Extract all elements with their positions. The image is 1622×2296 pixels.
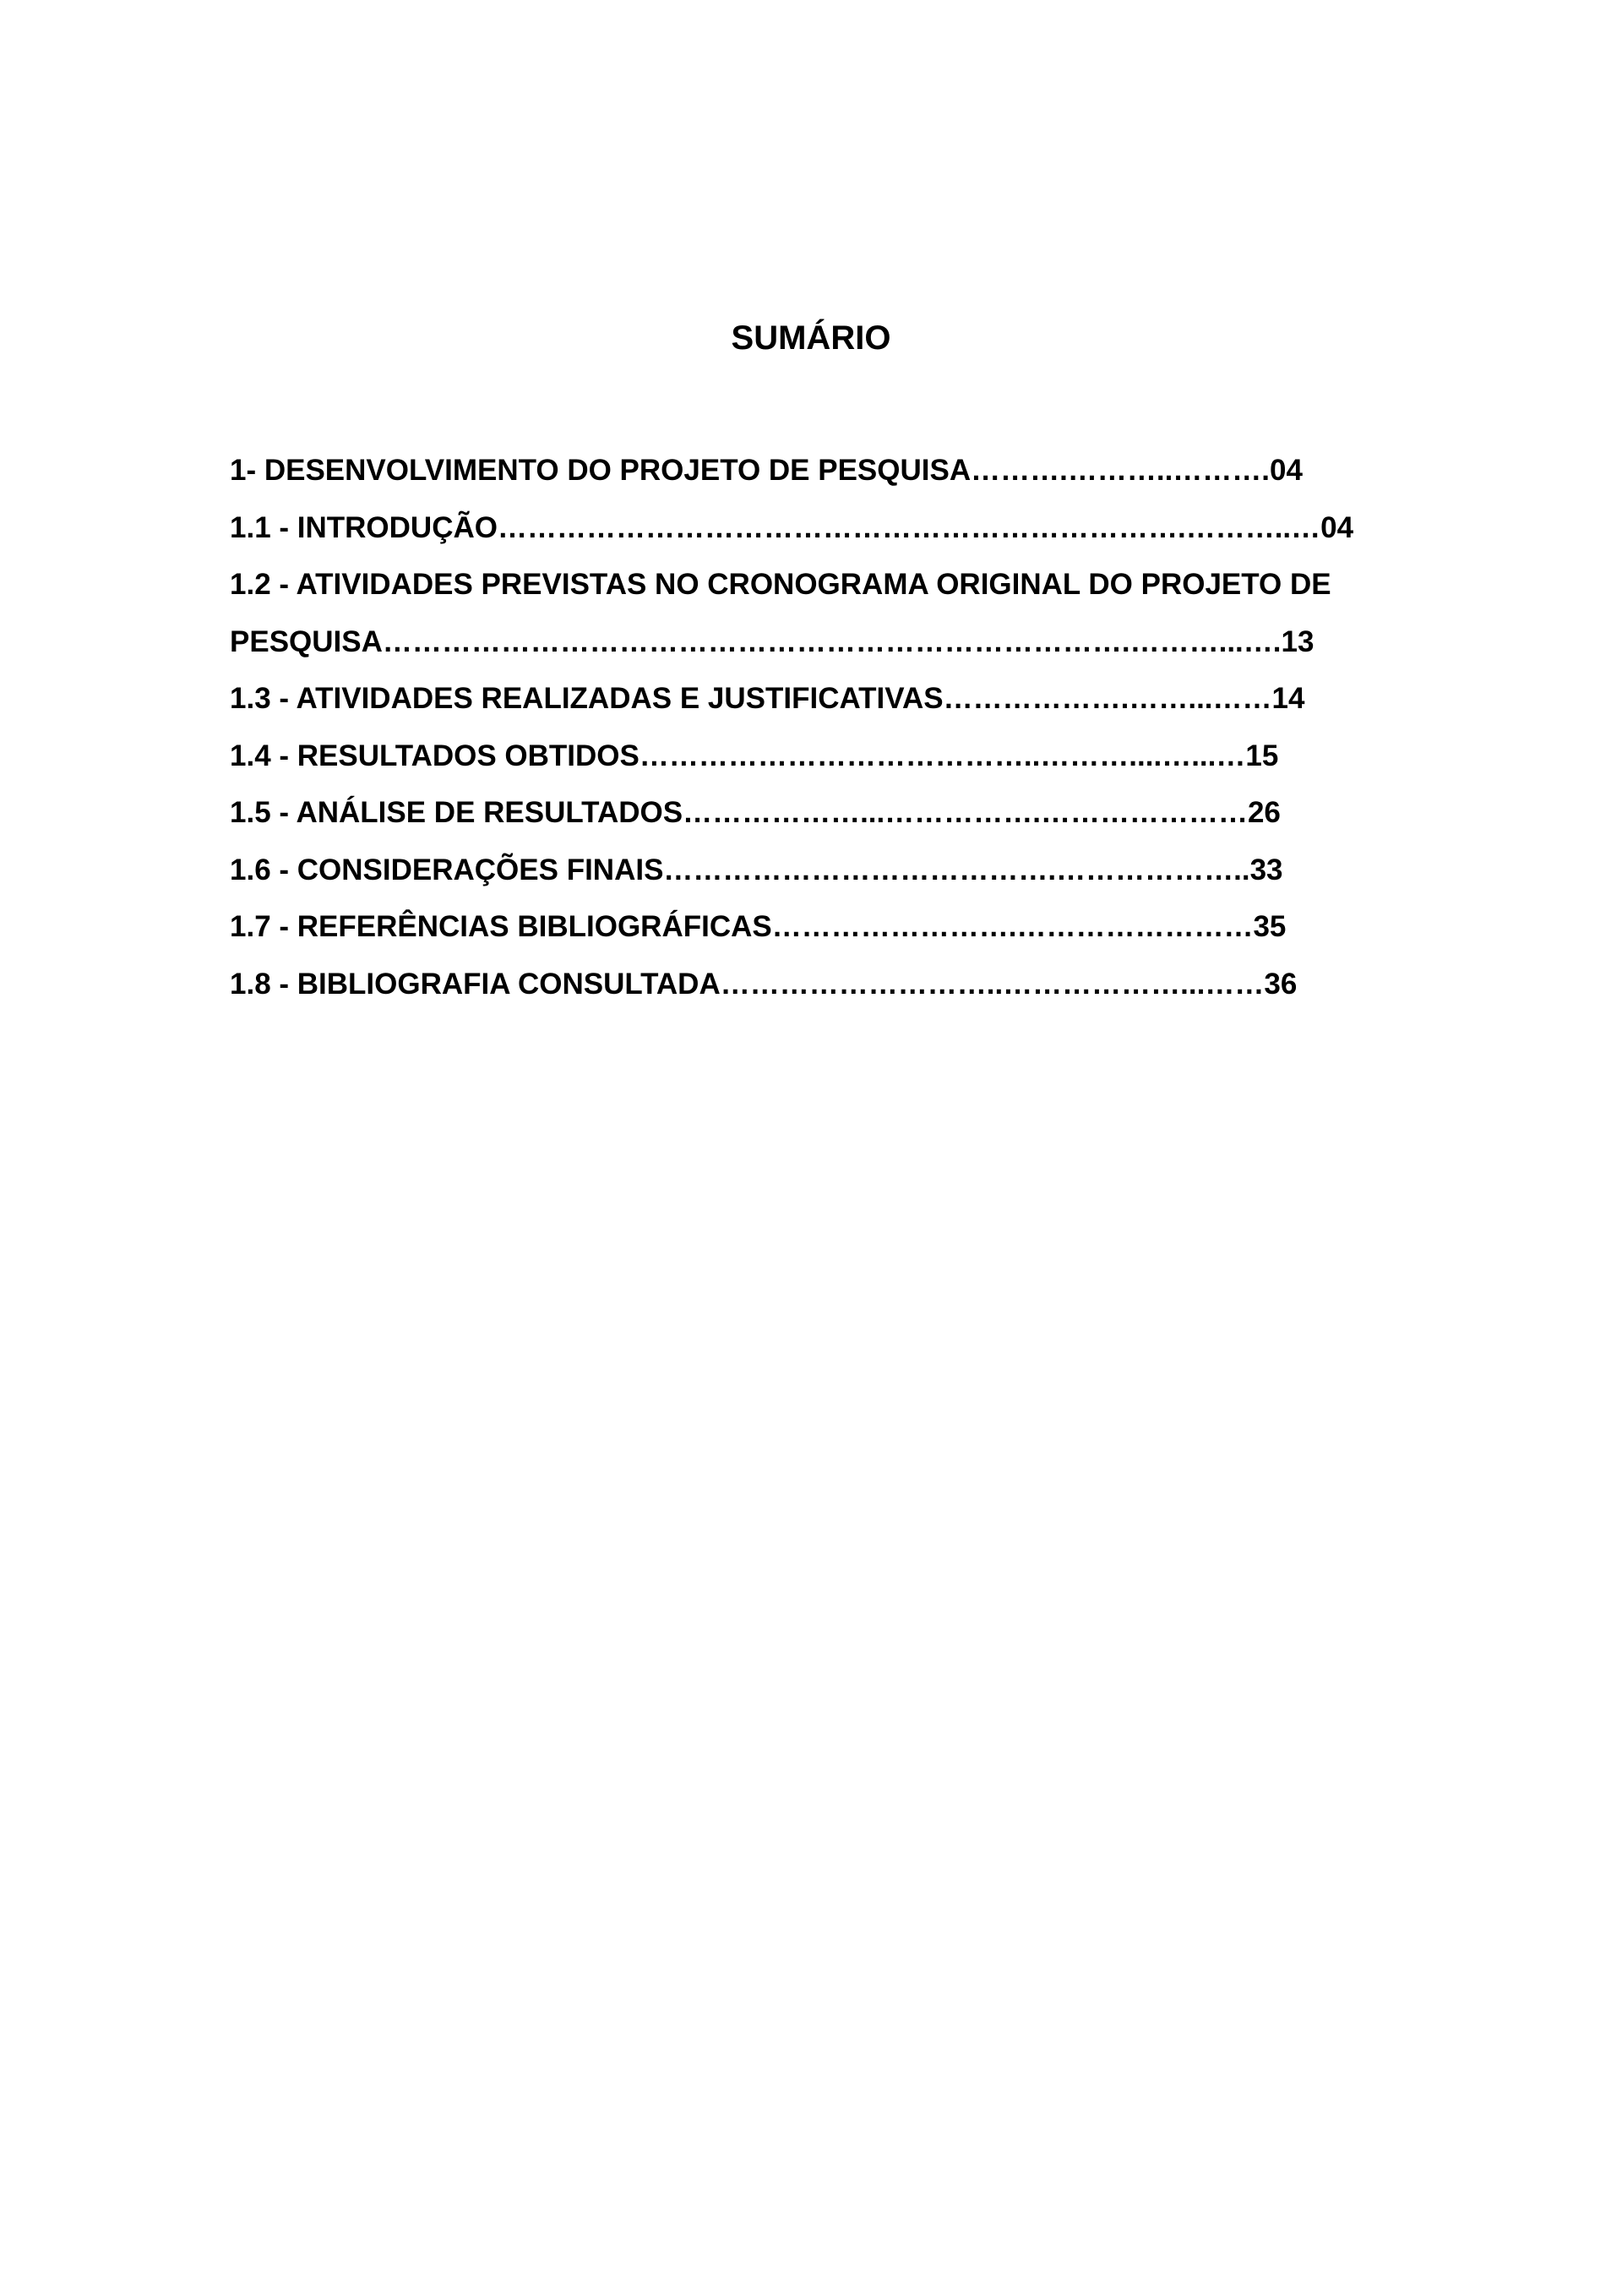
toc-entry-1-4[interactable]: 1.4 - RESULTADOS OBTIDOS…………………………………..………....…...…15 xyxy=(230,739,1279,772)
page-title: SUMÁRIO xyxy=(731,319,891,357)
toc-entry-1-2-line-1[interactable]: 1.2 - ATIVIDADES PREVISTAS NO CRONOGRAMA ORIGINAL DO PROJETO DE xyxy=(230,568,1331,601)
table-of-contents xyxy=(230,442,1477,1012)
toc-entry-1[interactable]: 1- DESENVOLVIMENTO DO PROJETO DE PESQUISA……….………..……….04 xyxy=(230,454,1303,487)
toc-entry-1-5[interactable]: 1.5 - ANÁLISE DE RESULTADOS………………...…………….…………………26 xyxy=(230,796,1281,829)
toc-entry-1-7[interactable]: 1.7 - REFERÊNCIAS BIBLIOGRÁFICAS…………………….……………………35 xyxy=(230,910,1287,943)
toc-entry-1-6[interactable]: 1.6 - CONSIDERAÇÕES FINAIS………………………………….………………..33 xyxy=(230,853,1283,886)
toc-entry-1-2-line-2[interactable]: PESQUISA………………………………………………………………….………...….13 xyxy=(230,624,1314,658)
toc-entry-1-1[interactable]: 1.1 - INTRODUÇÃO…………………………………………………………….………..…04 xyxy=(230,510,1354,544)
toc-entry-1-8[interactable]: 1.8 - BIBLIOGRAFIA CONSULTADA………………………..………………...……36 xyxy=(230,967,1298,1001)
toc-entry-1-3[interactable]: 1.3 - ATIVIDADES REALIZADAS E JUSTIFICATIVAS……………….……...……14 xyxy=(230,682,1305,715)
